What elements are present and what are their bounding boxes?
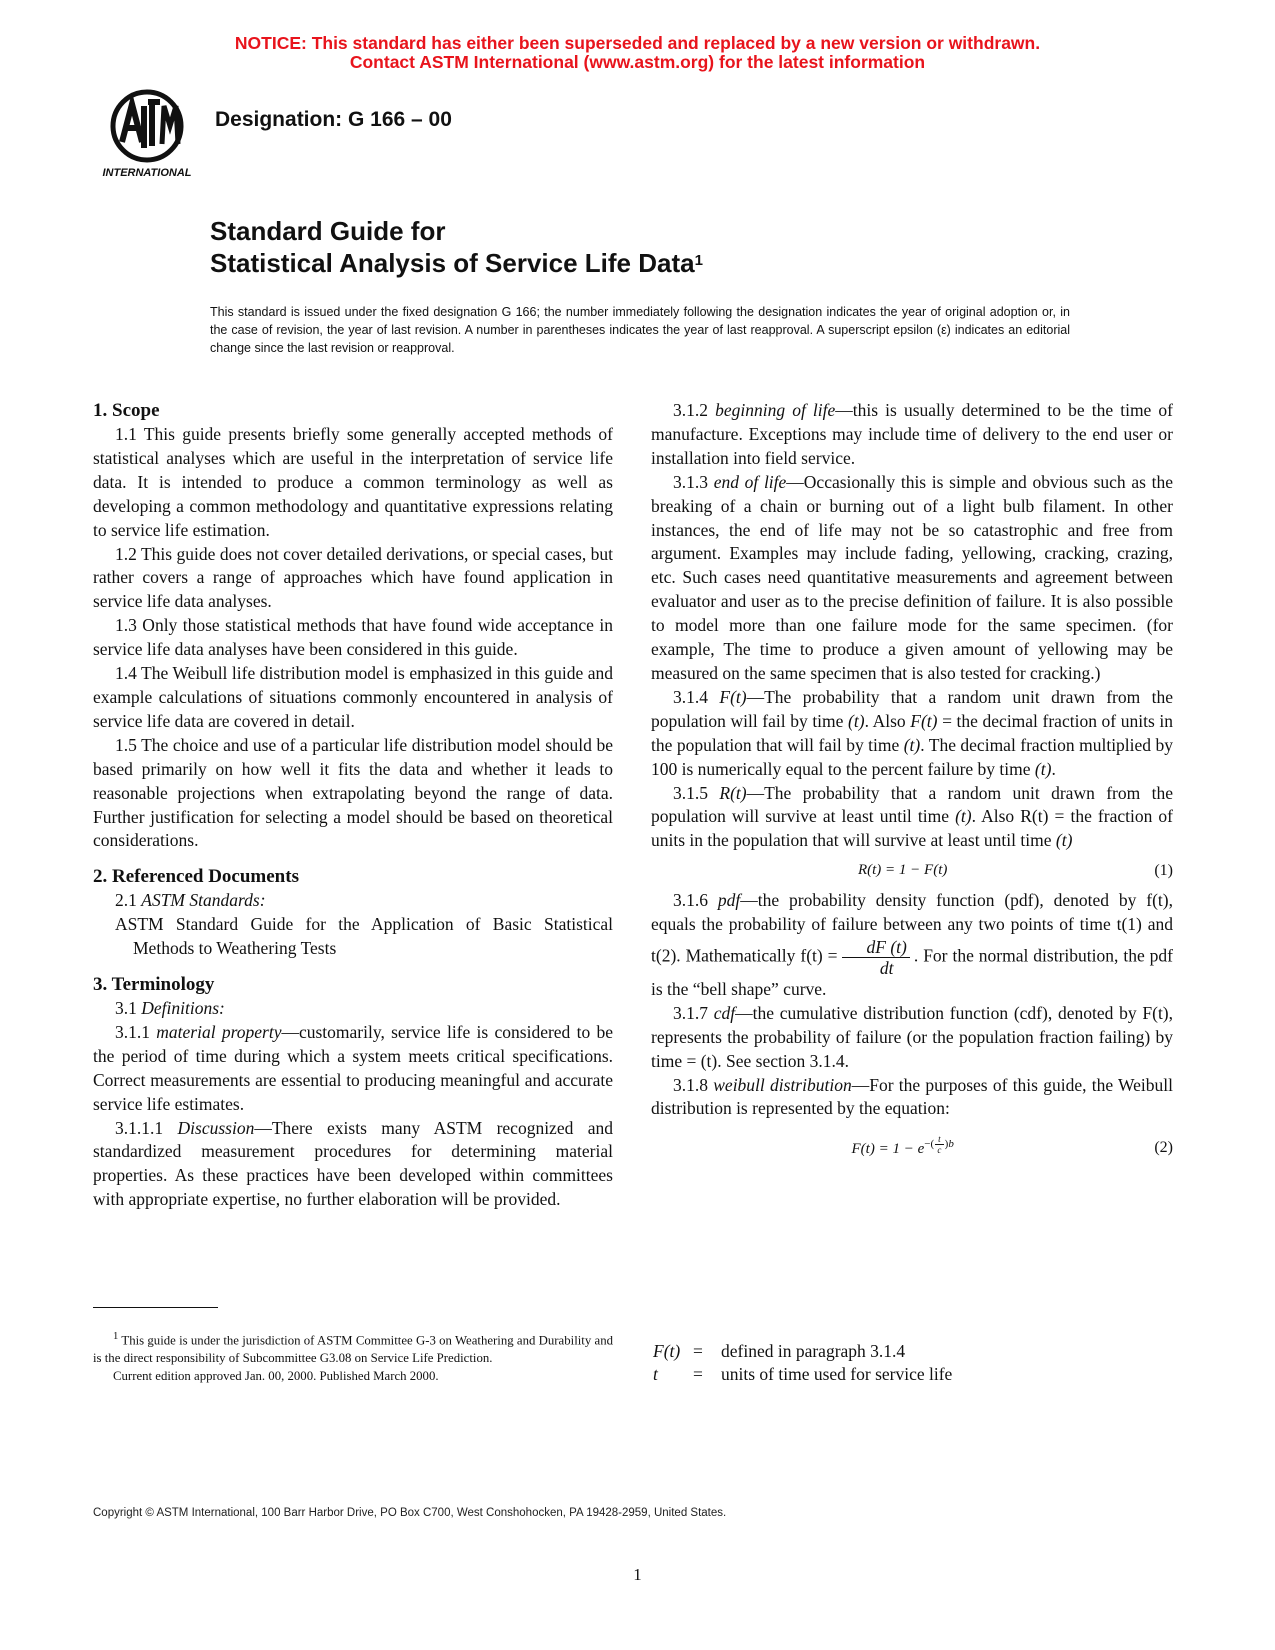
para-3-1-5-t1: (t)	[955, 806, 972, 827]
referenced-standard: ASTM Standard Guide for the Application of Basic Statistical Methods to Weathering Tests	[115, 914, 613, 959]
page-number: 1	[633, 1565, 642, 1584]
def-equals: =	[693, 1341, 703, 1361]
para-3-1-4-num: 3.1.4	[673, 686, 708, 707]
definition-row	[653, 1363, 952, 1386]
para-3-1-4-t1: (t)	[848, 710, 865, 731]
para-3-1-6-num: 3.1.6	[673, 890, 708, 911]
term-end-of-life: end of life	[713, 471, 787, 492]
equation-1-body	[651, 859, 1154, 883]
def-description: defined in paragraph 3.1.4	[721, 1341, 906, 1361]
para-1-3: 1.3 Only those statistical methods that have found wide acceptance in service life data analyses have been considered in this guide.	[93, 615, 613, 660]
para-3-1-5-text-a: —The probability that a random unit drawn from the population will survive at least until time	[651, 782, 1173, 827]
title-footnote-mark: 1	[694, 252, 703, 269]
para-1-2: 1.2 This guide does not cover detailed derivations, or special cases, but rather covers a range of approaches which have found application in service life data analyses.	[93, 543, 613, 612]
para-3-1-7-text: —the cumulative distribution function (cdf), denoted by F(t), represents the probability of failure (or the population fraction failing) by time = (t). See section 3.1.4.	[651, 1002, 1174, 1071]
footnote-body: This guide is under the jurisdiction of ASTM Committee G-3 on Weathering and Durability and is the direct responsibility of Subcommittee G3.08 on Service Life Prediction.	[93, 1333, 614, 1366]
para-3-1-num: 3.1	[115, 998, 137, 1019]
para-2-1	[93, 889, 613, 913]
term-f-of-t: F(t)	[719, 686, 747, 707]
section-scope-heading: 1. Scope	[93, 400, 160, 421]
notice-line-2: Contact ASTM International (www.astm.org) for the latest information	[349, 52, 926, 72]
para-3-1-6-text-a: —the probability density function (pdf), denoted by f(t), equals the probability of failure between any two points of time t(1) and t(2). Mathematically f(t) =	[651, 890, 1173, 966]
para-3-1-1-text: —customarily, service life is considered to be the period of time during which a system meets critical specifications. Correct measurements are essential to producing meaningful and accurate service life estimates.	[93, 1021, 613, 1114]
para-1-5: 1.5 The choice and use of a particular life distribution model should be based primarily on how well it fits the data and whether it leads to reasonable projections when extrapolating beyond the range of data. Further justification for selecting a model should be based on theoretical considerations.	[93, 734, 613, 851]
term-discussion: Discussion	[177, 1117, 255, 1138]
fraction-denominator: dt	[879, 957, 894, 978]
para-3-1-8-text: —For the purposes of this guide, the Weibull distribution is represented by the equation:	[651, 1074, 1173, 1119]
equation-2-lhs: F(t) = 1 − e	[851, 1141, 925, 1158]
para-3-1-6	[651, 889, 1173, 1002]
fraction-numerator: dF (t)	[842, 937, 910, 958]
term-cdf: cdf	[713, 1002, 736, 1023]
where-definitions	[653, 1340, 952, 1386]
para-3-1-2	[651, 399, 1173, 471]
para-3-1-1-1-num: 3.1.1.1	[115, 1117, 164, 1138]
equation-2	[651, 1133, 1173, 1162]
footnote-text	[93, 1328, 613, 1367]
para-3-1-5-text-b: . Also R(t) = the fraction of units in the population that will survive at least until time	[651, 806, 1174, 851]
para-3-1-4-text-d: . The decimal fraction multiplied by 100 is numerically equal to the percent failure by time	[651, 734, 1173, 779]
equation-2-exp-minus: −	[924, 1138, 931, 1151]
section-refdocs-heading: 2. Referenced Documents	[93, 866, 299, 888]
para-3-1-4-text-a: —The probability that a random unit drawn from the population will fail by time	[651, 686, 1173, 731]
term-beginning-of-life: beginning of life	[715, 400, 836, 420]
notice-line-1: NOTICE: This standard has either been superseded and replaced by a new version or withdrawn.	[234, 33, 1041, 53]
para-3-1-5-num: 3.1.5	[673, 782, 708, 803]
para-3-1-3-num: 3.1.3	[673, 471, 708, 492]
para-3-1-label: Definitions:	[141, 998, 225, 1019]
definition-row	[653, 1340, 952, 1363]
astm-logo	[92, 82, 202, 182]
footnote-rule	[93, 1307, 218, 1308]
footnote-edition: Current edition approved Jan. 00, 2000. Published March 2000.	[113, 1369, 439, 1384]
para-2-1-num: 2.1	[115, 890, 137, 911]
para-3-1-1-1	[93, 1117, 613, 1213]
equation-2-body: $F(t) = 1 - e^{-( \frac{t}{c} )b}$	[851, 1134, 954, 1158]
def-symbol	[653, 1340, 693, 1363]
para-3-1-4-ft: F(t)	[910, 710, 938, 731]
term-pdf: pdf	[717, 890, 741, 911]
para-3-1-4-text-c: = the decimal fraction of units in the population that will fail by time	[651, 710, 1173, 755]
para-3-1-2-text: —this is usually determined to be the time of manufacture. Exceptions may include time of delivery to the end user or installation into field service.	[651, 400, 1174, 468]
section-terminology-heading: 3. Terminology	[93, 974, 215, 996]
para-3-1-8-num: 3.1.8	[673, 1074, 708, 1095]
equation-2-number: (2)	[1154, 1138, 1173, 1156]
para-3-1-5	[651, 782, 1173, 854]
para-3-1-2-num: 3.1.2	[673, 400, 708, 420]
def-symbol-text: t	[653, 1364, 658, 1384]
footnote-mark: 1	[113, 1331, 119, 1342]
para-3-1-8	[651, 1074, 1173, 1122]
equation-2-exp-den: c	[937, 1145, 942, 1156]
para-3-1	[93, 997, 613, 1021]
para-2-1-label: ASTM Standards:	[141, 890, 266, 911]
para-3-1-7	[651, 1002, 1173, 1074]
def-equals: =	[693, 1364, 703, 1384]
issuance-note: This standard is issued under the fixed designation G 166; the number immediately following the designation indicates the year of original adoption or, in the case of revision, the year of last revision. A number in parentheses indicates the year of last reapproval. A superscript epsilon (ε) indicates an editorial change since the last revision or reapproval.	[210, 305, 1070, 355]
left-column	[93, 399, 613, 1212]
equation-2-exp-b: b	[948, 1138, 954, 1151]
para-3-1-7-num: 3.1.7	[673, 1002, 708, 1023]
astm-logo-icon	[92, 82, 202, 182]
derivative-fraction	[842, 937, 910, 978]
right-column	[651, 399, 1173, 1168]
logo-text: INTERNATIONAL	[102, 167, 192, 179]
para-3-1-4-t2: (t)	[903, 734, 921, 755]
title-line-1: Standard Guide for	[210, 216, 446, 246]
footnote	[93, 1328, 613, 1385]
para-3-1-6-text-b: . For the normal distribution, the pdf is the “bell shape” curve.	[651, 945, 1173, 999]
para-3-1-4-text-b: . Also	[864, 710, 911, 731]
term-material-property: material property	[156, 1021, 282, 1042]
def-symbol	[653, 1363, 693, 1386]
para-3-1-1-num: 3.1.1	[115, 1021, 150, 1042]
para-3-1-3-text: —Occasionally this is simple and obvious such as the breaking of a chain or burning out of a light bulb filament. In other instances, the end of life may not be so catastrophic and free from argument. Examples may include fading, yellowing, cracking, crazing, etc. Such cases need quantitative measurements and agreement between evaluator and user as to the precise definition of failure. It is also possible to model more than one failure mode for the same specimen. (for example, The time to produce a given amount of yellowing may be measured on the same specimen that is also tested for cracking.)	[651, 471, 1173, 683]
title-line-2: Statistical Analysis of Service Life Data	[210, 248, 695, 278]
para-3-1-4-text-e: .	[1051, 758, 1056, 779]
equation-2-exp-num: t	[935, 1134, 944, 1145]
para-3-1-4-t3: (t)	[1034, 758, 1052, 779]
para-1-1: 1.1 This guide presents briefly some generally accepted methods of statistical analyses which are useful in the interpretation of service life data. It is intended to produce a common terminology as well as developing a common methodology and quantitative expressions relating to service life estimation.	[93, 424, 613, 540]
def-description: units of time used for service life	[721, 1364, 953, 1384]
para-3-1-3	[651, 471, 1173, 686]
para-1-4: 1.4 The Weibull life distribution model is emphasized in this guide and example calculations of situations commonly encountered in analysis of service life data are covered in detail.	[93, 663, 613, 731]
copyright-line: Copyright © ASTM International, 100 Barr Harbor Drive, PO Box C700, West Conshohocken, PA 19428-2959, United States.	[93, 1507, 727, 1519]
term-r-of-t: R(t)	[719, 782, 747, 803]
equation-1	[651, 859, 1173, 883]
para-3-1-5-t2: (t)	[1055, 830, 1073, 851]
para-3-1-4	[651, 686, 1173, 782]
withdrawal-notice	[0, 34, 1275, 72]
equation-1-number: (1)	[1154, 862, 1173, 880]
para-3-1-1	[93, 1021, 613, 1117]
term-weibull-distribution: weibull distribution	[713, 1074, 852, 1095]
document-title	[210, 215, 703, 279]
equation-1-text: R(t) = 1 − F(t)	[857, 862, 948, 879]
def-symbol-text: F(t)	[653, 1341, 681, 1361]
designation: Designation: G 166 – 00	[215, 108, 452, 131]
para-3-1-1-1-text: —There exists many ASTM recognized and standardized measurement procedures for determining material properties. As these practices have been developed within committees with appropriate expertise, no further elaboration will be provided.	[93, 1117, 613, 1210]
